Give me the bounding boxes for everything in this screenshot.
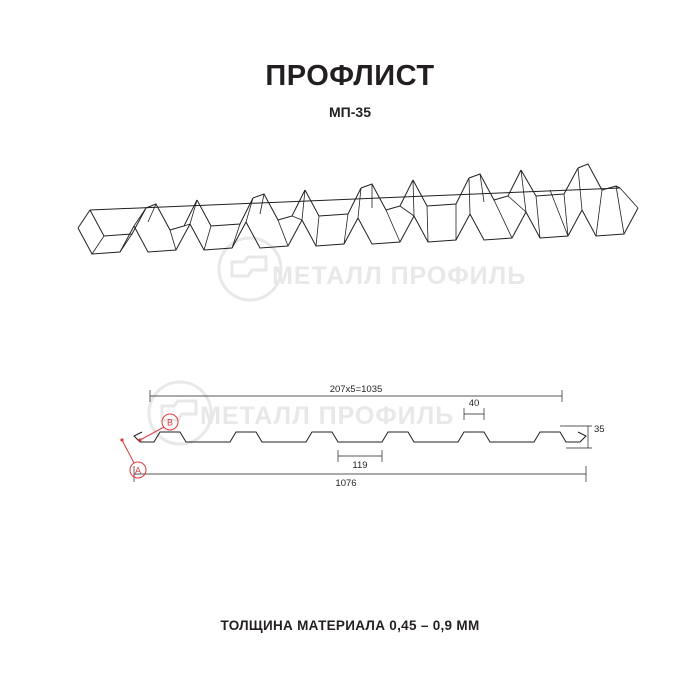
- watermark-bottom-text: МЕТАЛЛ ПРОФИЛЬ: [200, 402, 455, 430]
- page-title: ПРОФЛИСТ: [265, 60, 435, 92]
- dim-pitch: 207х5=1035: [329, 384, 383, 395]
- callout-label-b: B: [166, 417, 174, 428]
- isometric-profile-graphic: [60, 170, 640, 310]
- callout-label-a: A: [134, 465, 142, 476]
- thickness-note: ТОЛЩИНА МАТЕРИАЛА 0,45 – 0,9 ММ: [220, 618, 480, 633]
- cross-section-view: [110, 370, 605, 500]
- dim-rib-top: 40: [468, 398, 480, 409]
- dim-total-width: 1076: [335, 478, 357, 489]
- watermark-top-text: МЕТАЛЛ ПРОФИЛЬ: [272, 262, 527, 290]
- isometric-view: [60, 170, 640, 310]
- dim-rib-spacing: 119: [352, 460, 368, 471]
- dim-height: 35: [594, 424, 605, 435]
- model-label: МП-35: [329, 104, 371, 120]
- cross-section-graphic: [110, 370, 605, 500]
